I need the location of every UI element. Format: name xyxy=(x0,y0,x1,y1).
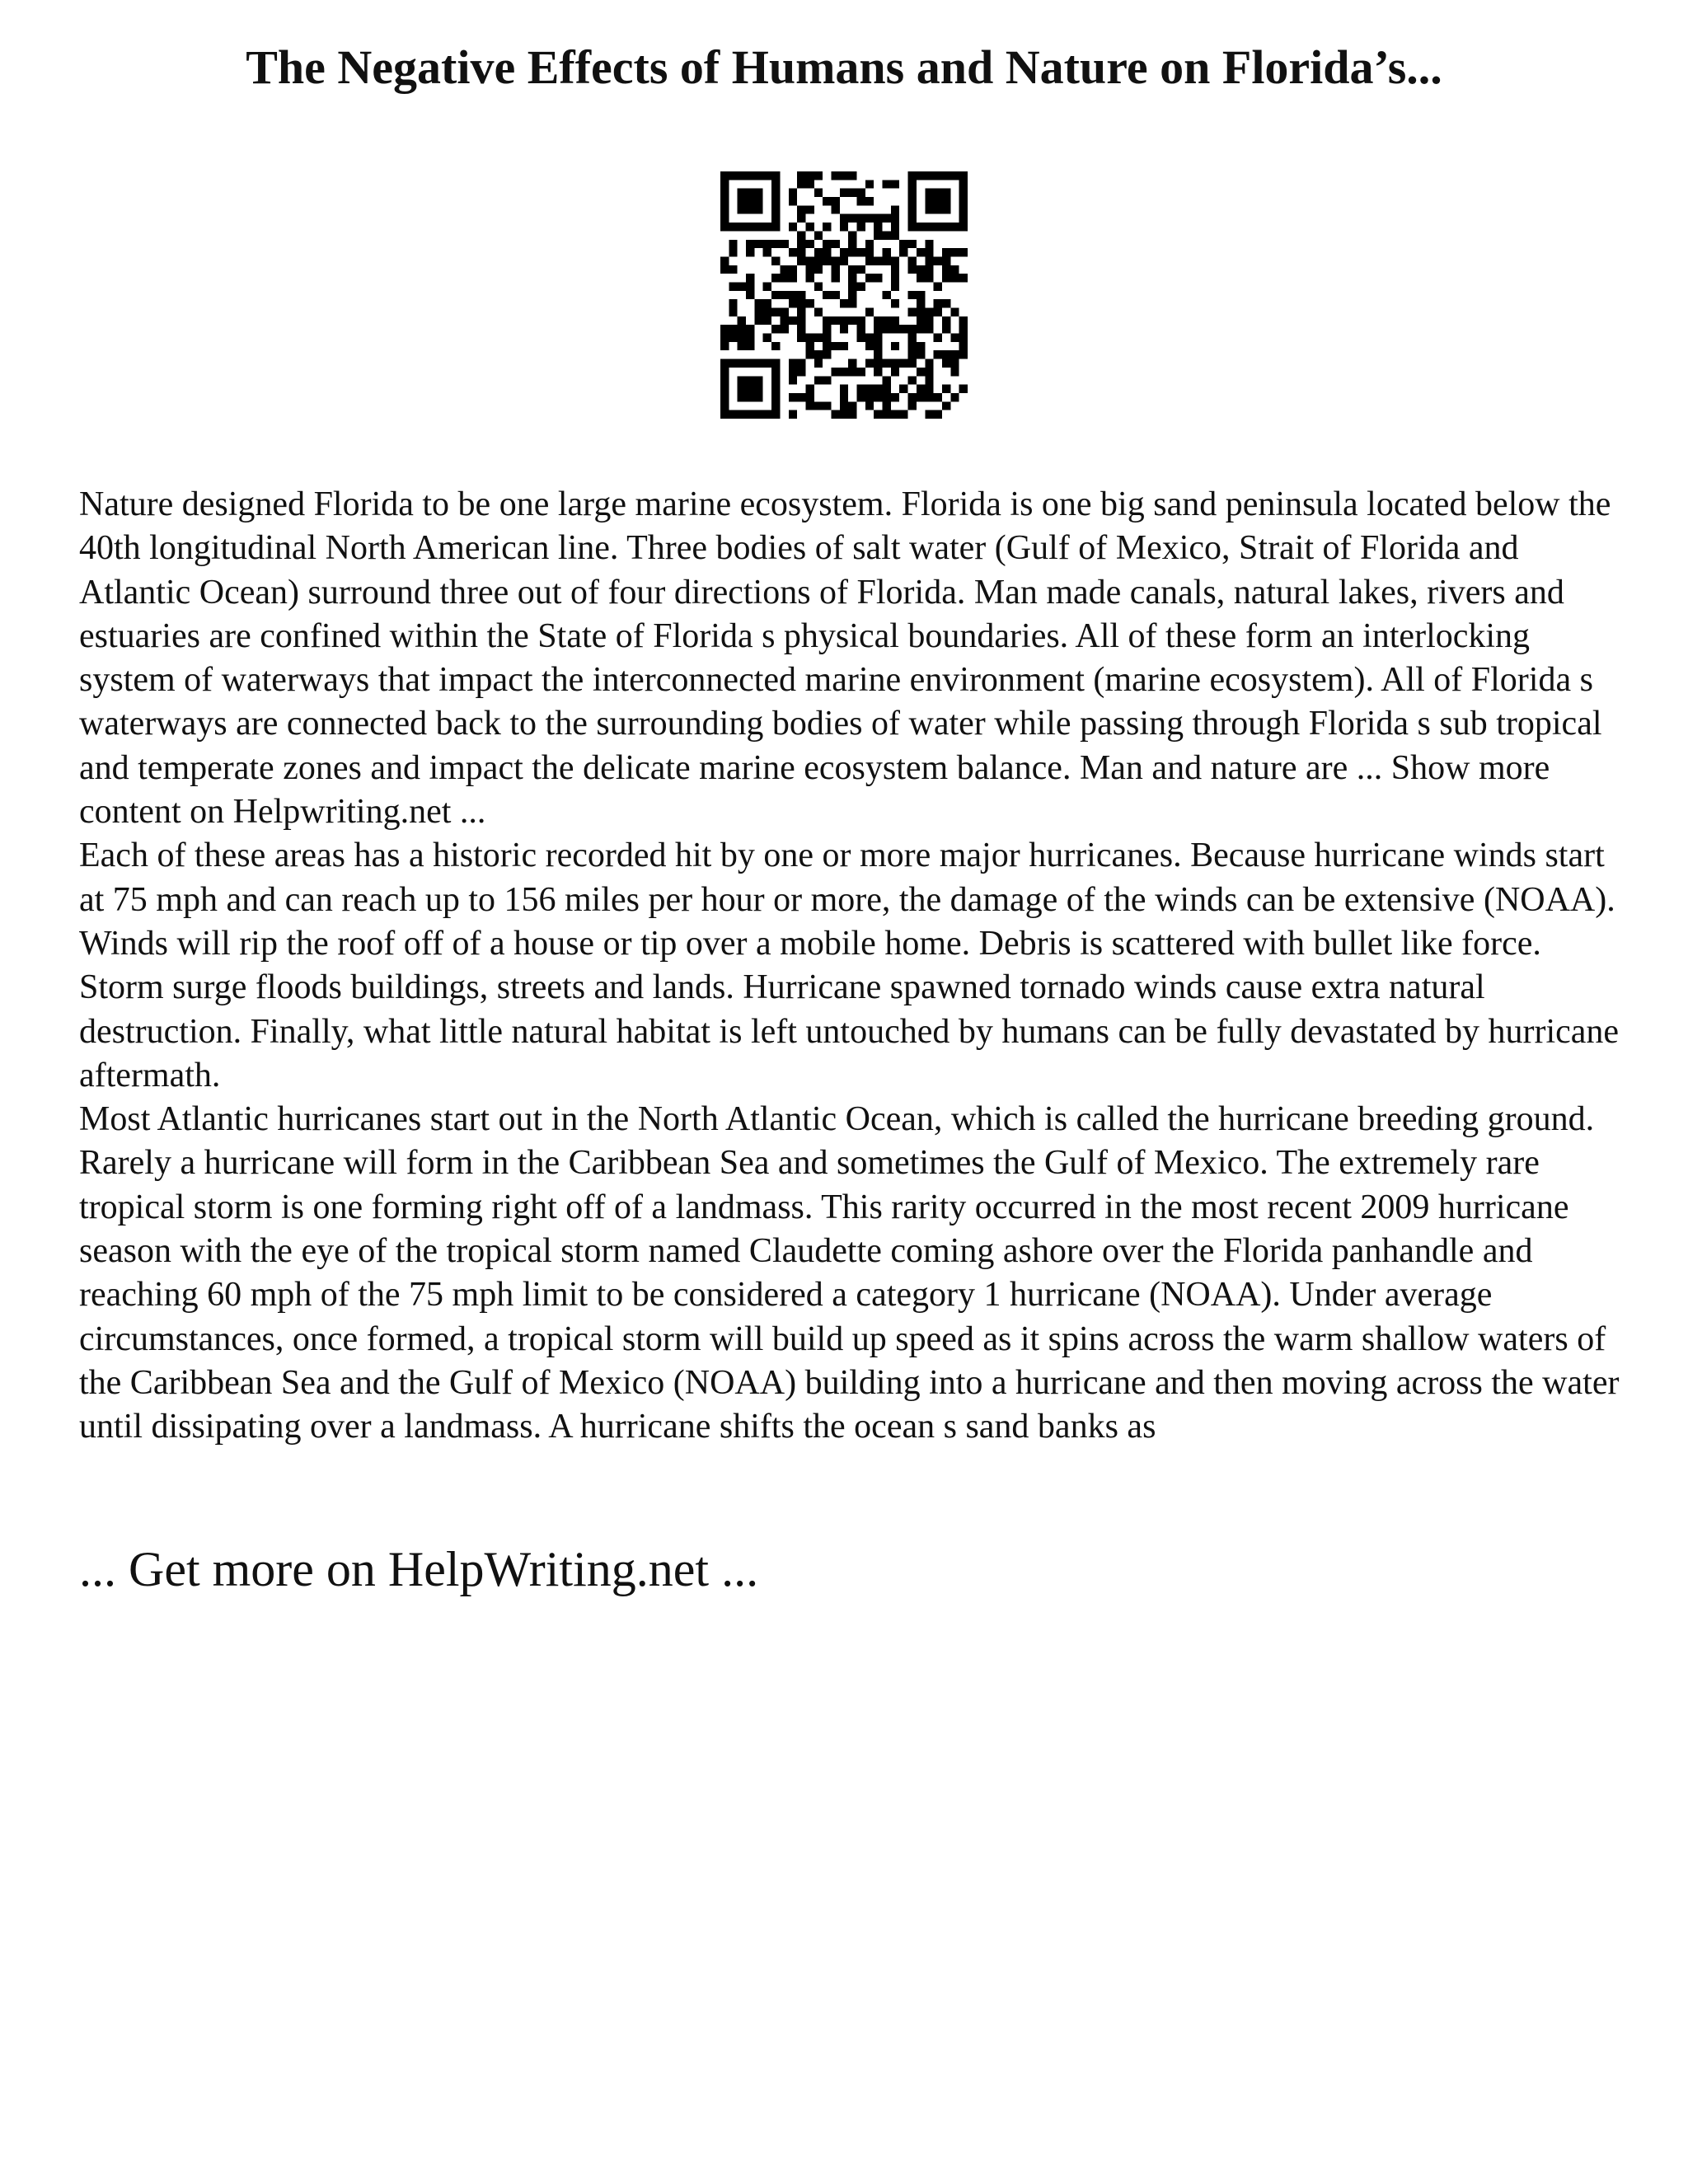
paragraph-1: Nature designed Florida to be one large marine ecosystem. Florida is one big sand peninsula located below the 40th longitudinal North American line. Three bodies of salt water (Gulf of Mexico, Strait of Florida and Atlantic Ocean) surround three out of four directions of Florida. Man made canals, natural lakes, rivers and estuaries are confined within the State of Florida s physical boundaries. All of these form an interlocking system of waterways that impact the interconnected marine environment (marine ecosystem). All of Florida s waterways are connected back to the surrounding bodies of water while passing through Florida s sub tropical and temperate zones and impact the delicate marine ecosystem balance. Man and nature are ... Show more content on Helpwriting.net ... xyxy=(79,485,1611,832)
get-more-link[interactable]: ... Get more on HelpWriting.net ... xyxy=(79,1542,759,1596)
page-title: The Negative Effects of Humans and Nature on Florida’s... xyxy=(246,40,1442,94)
article-body xyxy=(79,483,1620,1450)
qr-code-icon xyxy=(720,171,968,419)
paragraph-2: Each of these areas has a historic recorded hit by one or more major hurricanes. Because hurricane winds start at 75 mph and can reach up to 156 miles per hour or more, the damage of the winds can be extensive (NOAA). Winds will rip the roof off of a house or tip over a mobile home. Debris is scattered with bullet like force. Storm surge floods buildings, streets and lands. Hurricane spawned tornado winds cause extra natural destruction. Finally, what little natural habitat is left untouched by humans can be fully devastated by hurricane aftermath. xyxy=(79,837,1620,1094)
paragraph-3: Most Atlantic hurricanes start out in the North Atlantic Ocean, which is called the hurricane breeding ground. Rarely a hurricane will form in the Caribbean Sea and sometimes the Gulf of Mexico. The extremely rare tropical storm is one forming right off of a landmass. This rarity occurred in the most recent 2009 hurricane season with the eye of the tropical storm named Claudette coming ashore over the Florida panhandle and reaching 60 mph of the 75 mph limit to be considered a category 1 hurricane (NOAA). Under average circumstances, once formed, a tropical storm will build up speed as it spins across the warm shallow waters of the Caribbean Sea and the Gulf of Mexico (NOAA) building into a hurricane and then moving across the water until dissipating over a landmass. A hurricane shifts the ocean s sand banks as xyxy=(79,1100,1620,1446)
